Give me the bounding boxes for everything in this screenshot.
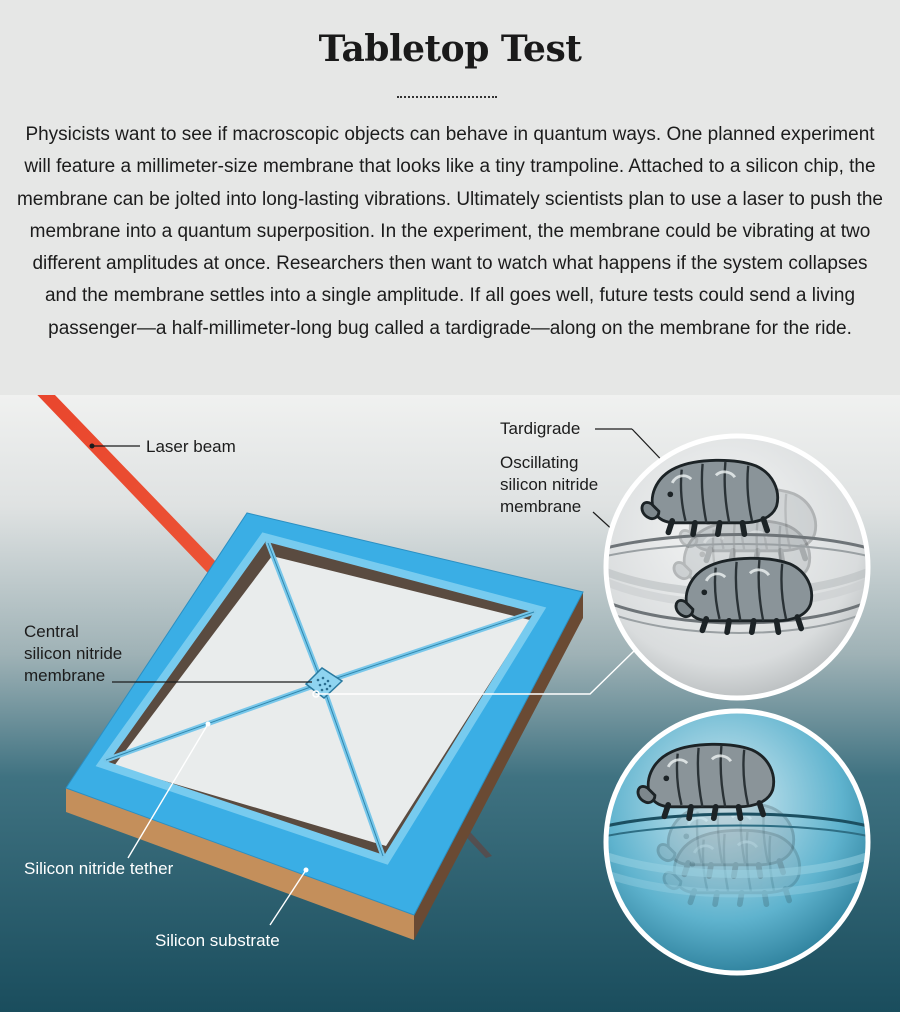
bubble-oscillation [606, 436, 868, 698]
label-oscillating-line1: Oscillating [500, 453, 579, 472]
title-divider [397, 96, 497, 98]
intro-paragraph: Physicists want to see if macroscopic objects can behave in quantum ways. One planned experiment will feature a millimeter-size membrane that looks like a tiny trampoline. Attached to a silicon chip, the membrane can be jolted into long-lasting vibrations. Ultimately scientists plan to use a laser to push the membrane into a quantum superposition. In the experiment, the membrane could be vibrating at two different amplitudes at once. Researchers then want to watch what happens if the system collapses and the membrane settles into a single amplitude. If all goes well, future tests could send a living passenger—a half-millimeter-long bug called a tardigrade—along on the membrane for the ride. [16, 124, 883, 339]
label-oscillating-line2: silicon nitride [500, 475, 599, 494]
label-central-membrane-line3: membrane [24, 666, 106, 685]
label-oscillating-line3: membrane [500, 497, 582, 516]
label-oscillating-membrane [500, 452, 598, 518]
label-central-membrane-line2: silicon nitride [24, 644, 123, 663]
label-laser-beam: Laser beam [146, 437, 236, 456]
label-tardigrade: Tardigrade [500, 419, 581, 438]
label-tether: Silicon nitride tether [24, 859, 174, 878]
header-panel [0, 0, 900, 395]
label-substrate: Silicon substrate [155, 931, 280, 950]
label-central-membrane [24, 621, 122, 687]
bubble-collapsed [606, 711, 868, 973]
label-central-membrane-line1: Central [24, 622, 79, 641]
page-title: Tabletop Test [318, 28, 582, 70]
